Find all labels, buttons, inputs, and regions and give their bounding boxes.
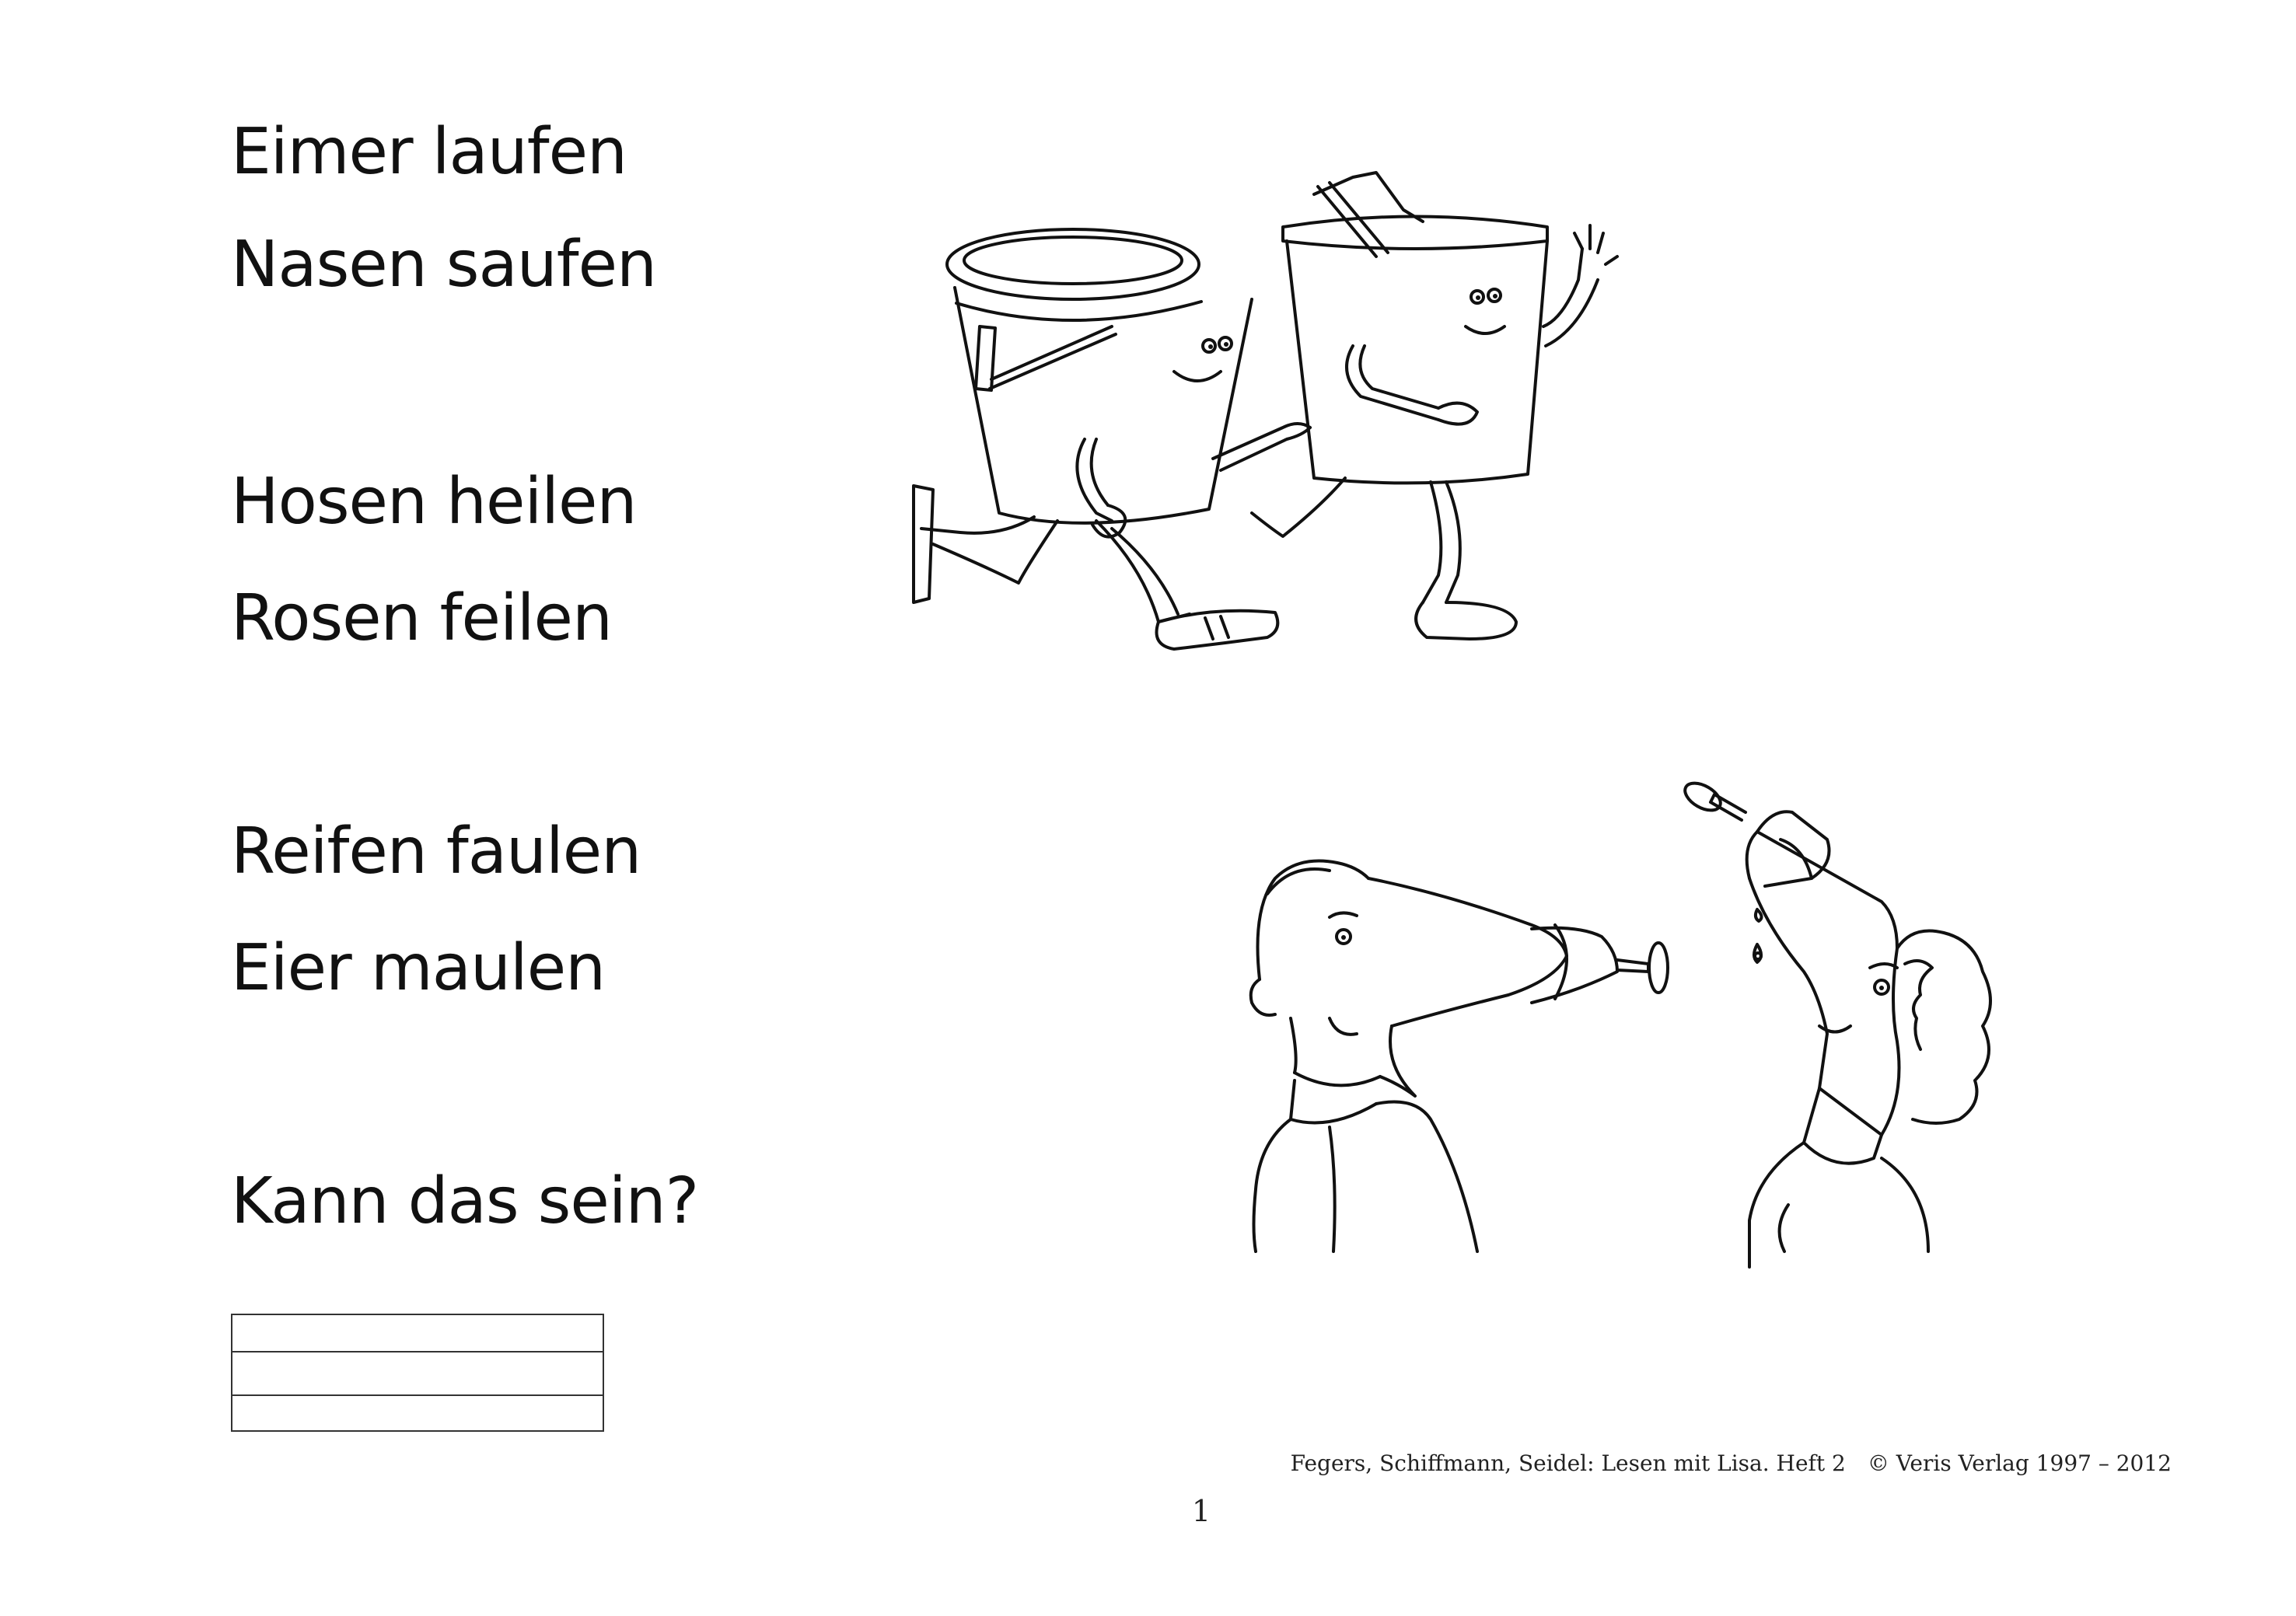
poem-line-3: Hosen heilen [231, 465, 637, 539]
running-buckets-drawing-icon [879, 163, 1578, 668]
writing-rule [232, 1351, 603, 1352]
poem-line-2: Nasen saufen [231, 228, 657, 302]
people-with-wine-glasses-drawing-icon [1213, 770, 2037, 1314]
poem-line-4: Rosen feilen [231, 581, 612, 655]
footer-credit [1291, 1450, 2172, 1476]
poem-line-6: Eier maulen [231, 931, 606, 1005]
copyright-notice: © Veris Verlag 1997 – 2012 [1867, 1450, 2172, 1476]
handwriting-lines[interactable] [231, 1314, 604, 1432]
book-credit: Fegers, Schiffmann, Seidel: Lesen mit Lisa. Heft 2 [1290, 1450, 1846, 1476]
page-number: 1 [1191, 1494, 1211, 1528]
poem-question: Kann das sein? [231, 1164, 699, 1238]
writing-rule [232, 1394, 603, 1396]
poem-line-1: Eimer laufen [231, 115, 627, 189]
poem-line-5: Reifen faulen [231, 815, 641, 888]
